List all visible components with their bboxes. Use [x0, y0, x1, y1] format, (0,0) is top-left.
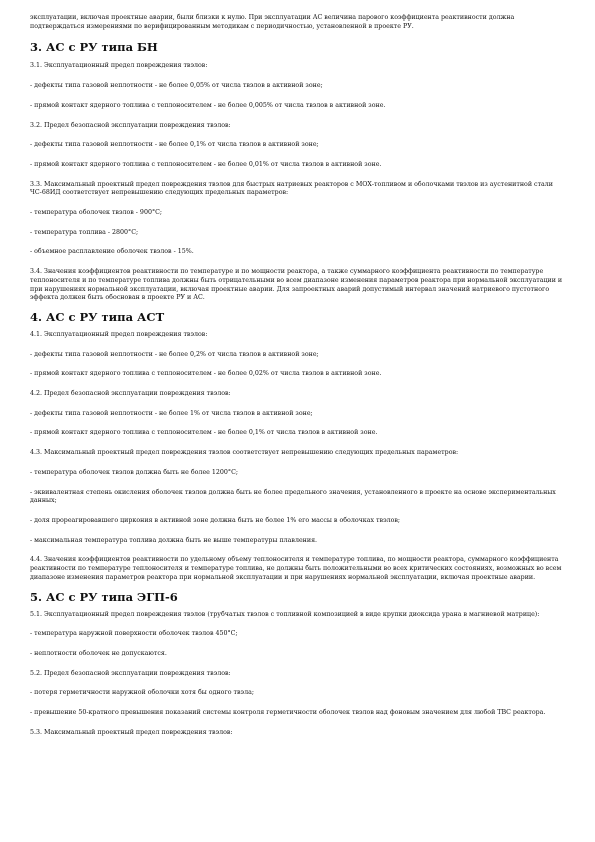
list-item: - дефекты типа газовой неплотности - не более 1% от числа твэлов в активной зоне; — [30, 409, 313, 417]
section-heading: 5. АС с РУ типа ЭГП-6 — [30, 589, 178, 604]
paragraph: 4.4. Значения коэффициентов реактивности по удельному объему теплоносителя и температуре топлива, по мощности реактора, суммарного коэффициента реактивности по температуре теплоносителя и температуре топлива, не должны быть положительными во всех критических состояниях, возможных во всем диапазоне изменения параметров реактора при нормальной эксплуатации и при нарушениях нормальной эксплуатации, включая проектные аварии. — [30, 556, 562, 581]
paragraph: 3.3. Максимальный проектный предел повреждения твэлов для быстрых натриевых реакторов с МОХ-топливом и оболочками твэлов из аустенитной стали ЧС-68ИД соответствует непревышению следующих предельных параметров: — [30, 180, 554, 197]
section-heading: 3. АС с РУ типа БН — [30, 40, 158, 55]
list-item: - эквивалентная степень окисления оболочек твэлов должна быть не более предельного значения, установленного в проекте на основе экспериментальных данных; — [30, 488, 556, 505]
list-item: - максимальная температура топлива должна быть не выше температуры плавления. — [30, 536, 318, 544]
list-item: - температура оболочек твэлов - 900°С; — [30, 209, 163, 217]
list-item: - температура топлива - 2800°С; — [30, 228, 139, 236]
paragraph: 5.3. Максимальный проектный предел повреждения твэлов: — [30, 728, 233, 736]
paragraph: 5.2. Предел безопасной эксплуатации повреждения твэлов: — [30, 669, 231, 677]
paragraph: 3.4. Значения коэффициентов реактивности по температуре и по мощности реактора, а также суммарного коэффициента реактивности по температуре теплоносителя и по температуре топлива должны быть отрицательными во всем диапазоне изменения параметров реактора при нормальной эксплуатации и при нарушениях нормальной эксплуатации, включая проектные аварии. Для запроектных аварий допустимый интервал значений натриевого пустотного эффекта должен быть обоснован в проекте РУ и АС. — [30, 268, 563, 302]
list-item: - прямой контакт ядерного топлива с теплоносителем - не более 0,01% от числа твэлов в активной зоне. — [30, 160, 382, 168]
list-item: - дефекты типа газовой неплотности - не более 0,1% от числа твэлов в активной зоне; — [30, 141, 319, 149]
list-item: - доля прореагировавшего циркония в активной зоне должна быть не более 1% его массы в оболочках твэлов; — [30, 516, 401, 524]
list-item: - превышение 50-кратного превышения показаний системы контроля герметичности оболочек твэлов над фоновым значением для любой ТВС реактора. — [30, 709, 546, 717]
section-heading: 4. АС с РУ типа АСТ — [30, 309, 165, 324]
intro-paragraph: эксплуатации, включая проектные аварии, были близки к нулю. При эксплуатации АС величина парового коэффициента реактивности должна подтверждаться измерениями по верифицированным методикам с периодичностью, установленной в проекте РУ. — [30, 14, 515, 30]
list-item: - температура наружной поверхности оболочек твэлов 450°С; — [30, 630, 238, 638]
paragraph: 4.1. Эксплуатационный предел повреждения твэлов: — [30, 330, 208, 338]
list-item: - дефекты типа газовой неплотности - не более 0,05% от числа твэлов в активной зоне; — [30, 82, 323, 90]
list-item: - прямой контакт ядерного топлива с теплоносителем - не более 0,02% от числа твэлов в активной зоне. — [30, 370, 382, 378]
list-item: - прямой контакт ядерного топлива с теплоносителем - не более 0,1% от числа твэлов в активной зоне. — [30, 429, 378, 437]
list-item: - температура оболочек твэлов должна быть не более 1200°С; — [30, 468, 239, 476]
list-item: - неплотности оболочек не допускаются. — [30, 649, 167, 657]
list-item: - потеря герметичности наружной оболочки хотя бы одного твэла; — [30, 689, 254, 697]
section-4 — [30, 310, 566, 583]
list-item: - объемное расплавление оболочек твэлов - 15%. — [30, 248, 194, 256]
paragraph: 3.2. Предел безопасной эксплуатации повреждения твэлов: — [30, 121, 231, 129]
section-5 — [30, 590, 566, 738]
list-item: - прямой контакт ядерного топлива с теплоносителем - не более 0,005% от числа твэлов в активной зоне. — [30, 101, 386, 109]
list-item: - дефекты типа газовой неплотности - не более 0,2% от числа твэлов в активной зоне; — [30, 350, 319, 358]
paragraph: 5.1. Эксплуатационный предел повреждения твэлов (трубчатых твэлов с топливной композицией в виде крупки диоксида урана в магниевой матрице): — [30, 610, 540, 618]
paragraph: 4.3. Максимальный проектный предел повреждения твэлов соответствует непревышению следующих предельных параметров: — [30, 449, 459, 457]
paragraph: 3.1. Эксплуатационный предел повреждения твэлов: — [30, 62, 208, 70]
paragraph: 4.2. Предел безопасной эксплуатации повреждения твэлов: — [30, 390, 231, 398]
document-page — [30, 14, 566, 737]
section-3 — [30, 40, 566, 303]
